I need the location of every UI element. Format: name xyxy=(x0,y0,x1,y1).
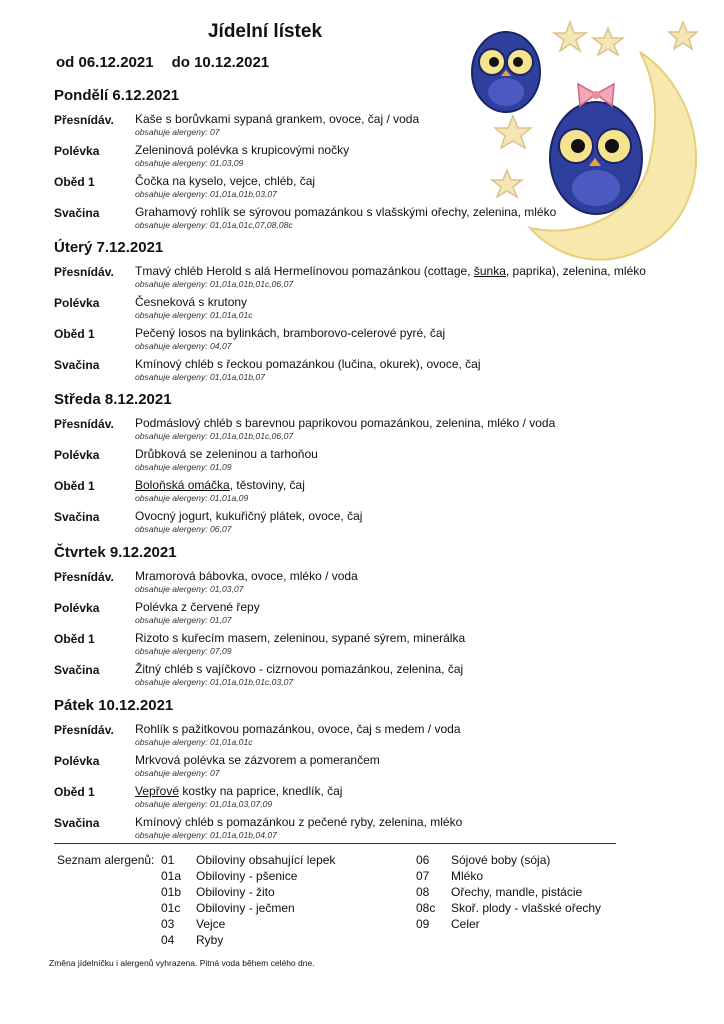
allergen-name: Ořechy, mandle, pistácie xyxy=(451,885,583,899)
meal-allergens: obsahuje alergeny: 07 xyxy=(135,768,220,778)
meal-text-part: Žitný chléb s vajíčkovo - cizrnovou pomazánkou, zelenina, čaj xyxy=(135,662,464,676)
meal-row xyxy=(54,566,694,597)
meal-text-part: Česneková s krutony xyxy=(135,295,248,309)
meal-description xyxy=(135,205,556,219)
allergen-entry xyxy=(161,901,295,917)
meal-description xyxy=(135,662,463,676)
allergen-name: Ryby xyxy=(196,933,224,947)
meal-description xyxy=(135,815,462,829)
day-title: Čtvrtek 9.12.2021 xyxy=(54,544,177,561)
meal-text-part: Rohlík s pažitkovou pomazánkou, ovoce, čaj s medem / voda xyxy=(135,722,461,736)
meal-allergens: obsahuje alergeny: 01,01a,01b,01c,06,07 xyxy=(135,431,294,441)
day-section xyxy=(54,87,694,233)
meal-label: Přesnídáv. xyxy=(54,265,114,279)
allergen-entry xyxy=(416,901,601,917)
meal-allergens: obsahuje alergeny: 01,03,09 xyxy=(135,158,244,168)
allergen-name: Obiloviny - pšenice xyxy=(196,869,298,883)
meal-row xyxy=(54,506,694,537)
meal-allergens: obsahuje alergeny: 01,01a,01b,07 xyxy=(135,372,265,382)
underlined-item: Boloňská omáčka xyxy=(135,478,230,492)
meal-row xyxy=(54,781,694,812)
meal-label: Svačina xyxy=(54,206,100,220)
allergen-entry xyxy=(416,869,483,885)
meal-description xyxy=(135,174,315,188)
meal-allergens: obsahuje alergeny: 01,07 xyxy=(135,615,232,625)
meal-label: Polévka xyxy=(54,448,100,462)
page-title: Jídelní lístek xyxy=(207,21,323,42)
allergen-code: 06 xyxy=(416,853,430,867)
meal-text-part: Čočka na kyselo, vejce, chléb, čaj xyxy=(135,174,316,188)
allergen-entry xyxy=(161,933,223,949)
meal-text-part: Kmínový chléb s řeckou pomazánkou (lučina, okurek), ovoce, čaj xyxy=(135,357,481,371)
meal-text-part: Mramorová bábovka, ovoce, mléko / voda xyxy=(135,569,358,583)
meal-allergens: obsahuje alergeny: 01,01a,01b,01c,06,07 xyxy=(135,279,294,289)
meal-description xyxy=(135,631,465,645)
meal-text-part: Kmínový chléb s pomazánkou z pečené ryby, zelenina, mléko xyxy=(135,815,463,829)
allergen-entry xyxy=(416,853,550,869)
meal-label: Svačina xyxy=(54,510,100,524)
allergen-name: Obiloviny - žito xyxy=(196,885,275,899)
meal-description xyxy=(135,326,445,340)
footer-note: Změna jídelníčku i alergenů vyhrazena. Pitná voda během celého dne. xyxy=(49,958,315,968)
allergen-entry xyxy=(161,853,335,869)
meal-description xyxy=(135,357,481,371)
day-title: Pátek 10.12.2021 xyxy=(54,697,174,714)
day-section xyxy=(54,544,694,690)
allergen-code: 09 xyxy=(416,917,430,931)
meal-label: Oběd 1 xyxy=(54,175,95,189)
meal-description xyxy=(135,447,318,461)
meal-row xyxy=(54,719,694,750)
allergen-name: Skoř. plody - vlašské ořechy xyxy=(451,901,602,915)
meal-description xyxy=(135,569,358,583)
meal-row xyxy=(54,323,694,354)
star-icon xyxy=(593,28,623,55)
meal-allergens: obsahuje alergeny: 07 xyxy=(135,127,220,137)
meal-label: Polévka xyxy=(54,296,100,310)
meal-allergens: obsahuje alergeny: 01,09 xyxy=(135,462,232,472)
day-section xyxy=(54,697,694,843)
meal-row xyxy=(54,140,694,171)
meal-description xyxy=(135,416,555,430)
meal-label: Oběd 1 xyxy=(54,632,95,646)
allergen-code: 01b xyxy=(161,885,182,899)
meal-text-part: Zeleninová polévka s krupicovými nočky xyxy=(135,143,350,157)
meal-row xyxy=(54,444,694,475)
allergen-code: 04 xyxy=(161,933,175,947)
meal-row xyxy=(54,812,694,843)
day-section xyxy=(54,391,694,537)
meal-allergens: obsahuje alergeny: 01,01a,01b,03,07 xyxy=(135,189,277,199)
meal-row xyxy=(54,109,694,140)
allergen-name: Mléko xyxy=(451,869,484,883)
meal-row xyxy=(54,413,694,444)
allergen-code: 03 xyxy=(161,917,175,931)
meal-row xyxy=(54,202,694,233)
meal-text-part: Polévka z červené řepy xyxy=(135,600,260,614)
period-from: od 06.12.2021 xyxy=(56,54,154,71)
meal-text-part: , těstoviny, čaj xyxy=(229,478,305,492)
allergen-entry xyxy=(161,869,297,885)
meal-label: Přesnídáv. xyxy=(54,723,114,737)
meal-description xyxy=(135,600,260,614)
allergen-code: 01a xyxy=(161,869,182,883)
meal-text-part: Mrkvová polévka se zázvorem a pomerančem xyxy=(135,753,380,767)
meal-row xyxy=(54,475,694,506)
meal-text-part: Ovocný jogurt, kukuřičný plátek, ovoce, čaj xyxy=(135,509,363,523)
meal-label: Oběd 1 xyxy=(54,327,95,341)
allergen-code: 01c xyxy=(161,901,181,915)
meal-description xyxy=(135,784,342,798)
meal-allergens: obsahuje alergeny: 06,07 xyxy=(135,524,232,534)
meal-row xyxy=(54,597,694,628)
meal-label: Oběd 1 xyxy=(54,479,95,493)
meal-description xyxy=(135,753,380,767)
meal-allergens: obsahuje alergeny: 01,03,07 xyxy=(135,584,244,594)
meal-text-part: Tmavý chléb Herold s alá Hermelínovou pomazánkou (cottage, xyxy=(135,264,474,278)
allergen-name: Obiloviny - ječmen xyxy=(196,901,295,915)
meal-description xyxy=(135,112,419,126)
meal-text-part: Pečený losos na bylinkách, bramborovo-celerové pyré, čaj xyxy=(135,326,446,340)
meal-description xyxy=(135,264,646,278)
day-title: Středa 8.12.2021 xyxy=(54,391,172,408)
allergen-name: Celer xyxy=(451,917,480,931)
menu-period xyxy=(56,54,269,71)
meal-allergens: obsahuje alergeny: 04,07 xyxy=(135,341,232,351)
allergen-code: 01 xyxy=(161,853,175,867)
allergen-entry xyxy=(416,885,582,901)
meal-label: Svačina xyxy=(54,816,100,830)
meal-row xyxy=(54,628,694,659)
meal-label: Svačina xyxy=(54,358,100,372)
allergen-code: 07 xyxy=(416,869,430,883)
allergen-name: Vejce xyxy=(196,917,226,931)
allergen-name: Obiloviny obsahující lepek xyxy=(196,853,336,867)
meal-label: Přesnídáv. xyxy=(54,417,114,431)
meal-text-part: Rizoto s kuřecím masem, zeleninou, sypané sýrem, minerálka xyxy=(135,631,466,645)
meal-description xyxy=(135,143,349,157)
allergen-entry xyxy=(161,917,225,933)
meal-allergens: obsahuje alergeny: 01,01a,09 xyxy=(135,493,249,503)
star-icon xyxy=(669,22,697,49)
meal-allergens: obsahuje alergeny: 01,01a,01b,01c,03,07 xyxy=(135,677,294,687)
star-icon xyxy=(554,22,586,51)
meal-text-part: Kaše s borůvkami sypaná grankem, ovoce, čaj / voda xyxy=(135,112,420,126)
meal-row xyxy=(54,292,694,323)
meal-label: Přesnídáv. xyxy=(54,113,114,127)
day-title: Pondělí 6.12.2021 xyxy=(54,87,180,104)
period-to: do 10.12.2021 xyxy=(171,54,270,71)
meal-row xyxy=(54,659,694,690)
meal-text-part: Drůbková se zeleninou a tarhoňou xyxy=(135,447,318,461)
meal-text-part: , paprika), zelenina, mléko xyxy=(505,264,646,278)
meal-label: Polévka xyxy=(54,601,100,615)
underlined-item: Vepřové xyxy=(135,784,180,798)
meal-description xyxy=(135,722,461,736)
meal-label: Oběd 1 xyxy=(54,785,95,799)
divider xyxy=(54,843,616,844)
allergen-entry xyxy=(161,885,275,901)
meal-label: Přesnídáv. xyxy=(54,570,114,584)
underlined-item: šunka xyxy=(473,264,506,278)
allergen-name: Sójové boby (sója) xyxy=(451,853,551,867)
meal-label: Polévka xyxy=(54,754,100,768)
meal-label: Polévka xyxy=(54,144,100,158)
meal-allergens: obsahuje alergeny: 01,01a,01b,04,07 xyxy=(135,830,277,840)
meal-row xyxy=(54,354,694,385)
allergen-list-label: Seznam alergenů: xyxy=(57,853,155,867)
meal-description xyxy=(135,478,305,492)
meal-row xyxy=(54,171,694,202)
allergen-code: 08 xyxy=(416,885,430,899)
allergen-code: 08c xyxy=(416,901,436,915)
meal-allergens: obsahuje alergeny: 01,01a,01c,07,08,08c xyxy=(135,220,293,230)
meal-text-part: Grahamový rohlík se sýrovou pomazánkou s vlašskými ořechy, zelenina, mléko xyxy=(135,205,557,219)
meal-allergens: obsahuje alergeny: 07,09 xyxy=(135,646,232,656)
meal-label: Svačina xyxy=(54,663,100,677)
meal-description xyxy=(135,295,247,309)
meal-allergens: obsahuje alergeny: 01,01a,01c xyxy=(135,310,253,320)
meal-text-part: Podmáslový chléb s barevnou paprikovou pomazánkou, zelenina, mléko / voda xyxy=(135,416,556,430)
allergen-entry xyxy=(416,917,480,933)
day-section xyxy=(54,239,694,385)
meal-allergens: obsahuje alergeny: 01,01a,03,07,09 xyxy=(135,799,273,809)
meal-description xyxy=(135,509,362,523)
day-title: Úterý 7.12.2021 xyxy=(54,239,164,256)
meal-allergens: obsahuje alergeny: 01,01a,01c xyxy=(135,737,253,747)
meal-row xyxy=(54,750,694,781)
meal-row xyxy=(54,261,694,292)
meal-text-part: kostky na paprice, knedlík, čaj xyxy=(179,784,343,798)
